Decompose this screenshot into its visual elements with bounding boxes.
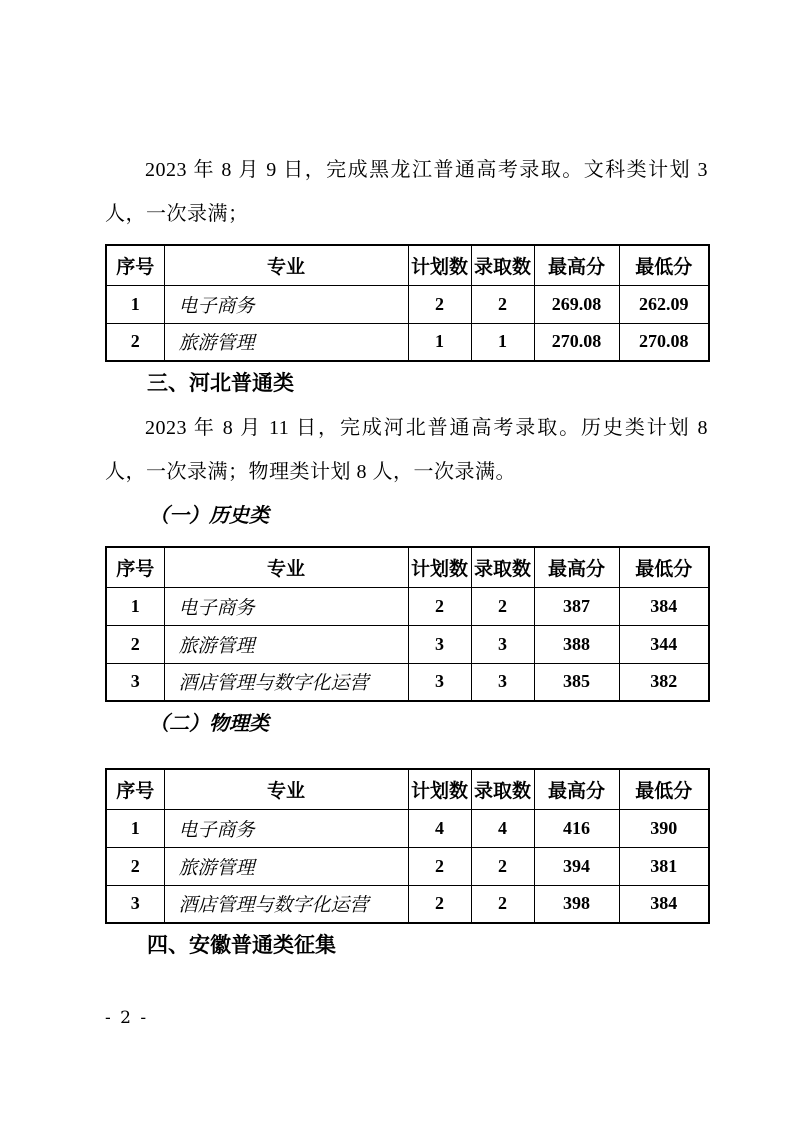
col-admitted: 录取数 [471,245,534,285]
cell-major: 电子商务 [164,809,408,847]
table-heilongjiang [105,244,710,362]
table-row [106,285,709,323]
cell-min-score: 262.09 [619,285,709,323]
cell-max-score: 394 [534,847,619,885]
cell-max-score: 416 [534,809,619,847]
col-major: 专业 [164,245,408,285]
cell-major: 旅游管理 [164,323,408,361]
col-index: 序号 [106,547,164,587]
cell-index: 1 [106,285,164,323]
cell-major: 旅游管理 [164,847,408,885]
table-header-row [106,547,709,587]
cell-min-score: 270.08 [619,323,709,361]
cell-admitted: 1 [471,323,534,361]
col-min-score: 最低分 [619,769,709,809]
col-major: 专业 [164,547,408,587]
cell-index: 2 [106,847,164,885]
col-min-score: 最低分 [619,547,709,587]
col-max-score: 最高分 [534,245,619,285]
paragraph-heilongjiang-intro: 2023 年 8 月 9 日，完成黑龙江普通高考录取。文科类计划 3 人，一次录满； [105,159,708,225]
col-major: 专业 [164,769,408,809]
table-header-row [106,245,709,285]
cell-max-score: 270.08 [534,323,619,361]
page-number: - 2 - [105,1008,149,1028]
table-row [106,587,709,625]
col-min-score: 最低分 [619,245,709,285]
table-row [106,847,709,885]
cell-admitted: 2 [471,587,534,625]
cell-min-score: 381 [619,847,709,885]
cell-admitted: 4 [471,809,534,847]
paragraph-hebei-intro: 2023 年 8 月 11 日，完成河北普通高考录取。历史类计划 8 人，一次录满；物理类计划 8 人，一次录满。 [105,417,708,483]
cell-admitted: 2 [471,285,534,323]
table-hebei-physics [105,768,710,924]
cell-major: 酒店管理与数字化运营 [164,885,408,923]
cell-min-score: 390 [619,809,709,847]
cell-max-score: 385 [534,663,619,701]
cell-min-score: 384 [619,587,709,625]
cell-max-score: 387 [534,587,619,625]
cell-major: 电子商务 [164,285,408,323]
cell-plan: 1 [408,323,471,361]
cell-admitted: 3 [471,625,534,663]
cell-plan: 4 [408,809,471,847]
col-max-score: 最高分 [534,769,619,809]
cell-index: 3 [106,885,164,923]
cell-major: 电子商务 [164,587,408,625]
cell-admitted: 2 [471,885,534,923]
cell-index: 1 [106,809,164,847]
cell-admitted: 2 [471,847,534,885]
col-plan: 计划数 [408,245,471,285]
cell-min-score: 382 [619,663,709,701]
cell-plan: 2 [408,285,471,323]
subsection-heading-history: （一）历史类 [149,505,269,527]
cell-major: 旅游管理 [164,625,408,663]
table-row [106,323,709,361]
cell-plan: 3 [408,625,471,663]
table-row [106,663,709,701]
cell-min-score: 384 [619,885,709,923]
col-index: 序号 [106,769,164,809]
table-row [106,809,709,847]
table-hebei-history [105,546,710,702]
col-plan: 计划数 [408,769,471,809]
cell-plan: 2 [408,885,471,923]
table-row [106,885,709,923]
section-heading-anhui: 四、安徽普通类征集 [147,934,336,957]
cell-index: 2 [106,625,164,663]
cell-plan: 2 [408,587,471,625]
section-heading-hebei: 三、河北普通类 [147,372,294,395]
cell-max-score: 388 [534,625,619,663]
col-index: 序号 [106,245,164,285]
table-header-row [106,769,709,809]
table-row [106,625,709,663]
cell-major: 酒店管理与数字化运营 [164,663,408,701]
cell-index: 3 [106,663,164,701]
cell-admitted: 3 [471,663,534,701]
cell-plan: 3 [408,663,471,701]
cell-index: 1 [106,587,164,625]
col-plan: 计划数 [408,547,471,587]
cell-index: 2 [106,323,164,361]
col-admitted: 录取数 [471,769,534,809]
col-max-score: 最高分 [534,547,619,587]
cell-max-score: 398 [534,885,619,923]
col-admitted: 录取数 [471,547,534,587]
subsection-heading-physics: （二）物理类 [149,713,269,735]
cell-max-score: 269.08 [534,285,619,323]
cell-plan: 2 [408,847,471,885]
cell-min-score: 344 [619,625,709,663]
